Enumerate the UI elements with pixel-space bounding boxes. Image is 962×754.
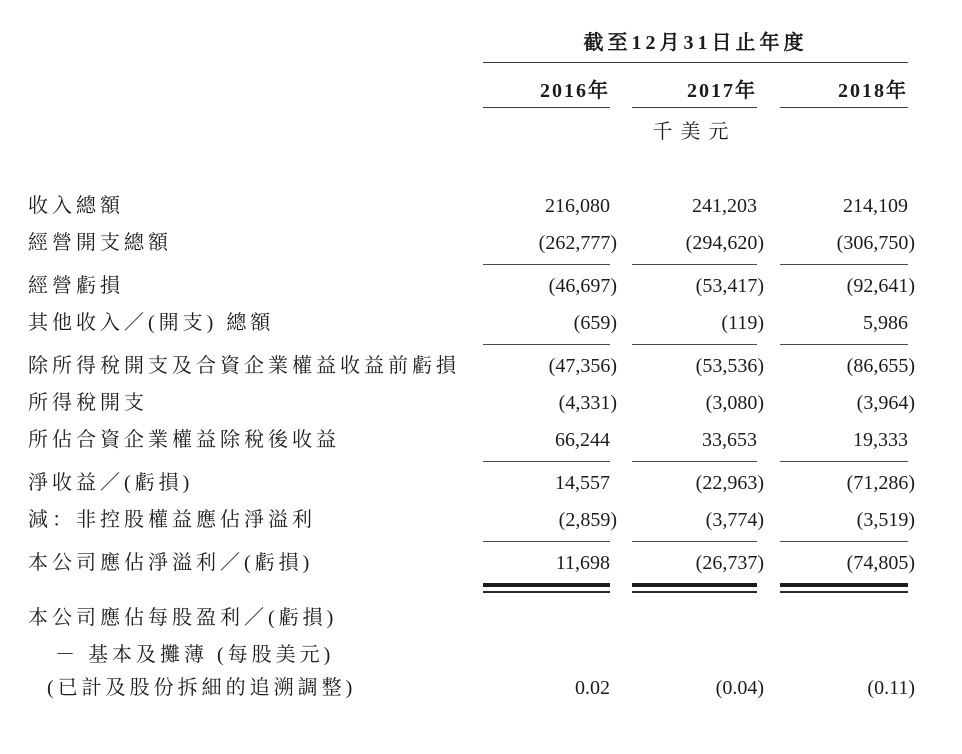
value-2018: (92,641) — [846, 275, 915, 297]
period-header: 截至12月31日止年度 — [483, 31, 908, 63]
value-2018: (0.11) — [867, 677, 915, 699]
table-row — [28, 428, 962, 462]
year-column-2017: 2017年 — [632, 79, 757, 108]
table-row — [28, 551, 962, 593]
value-2018: (306,750) — [780, 231, 908, 265]
value-2016: 216,080 — [545, 195, 610, 217]
value-2017: (294,620) — [632, 231, 757, 265]
value-2017: (3,774) — [632, 508, 757, 542]
value-2017: 241,203 — [692, 195, 757, 217]
double-rule — [780, 583, 908, 593]
row-label: 淨收益／(虧損) — [28, 472, 194, 494]
value-2016 — [483, 643, 610, 667]
row-label: 所佔合資企業權益除稅後收益 — [28, 429, 340, 451]
value-2018 — [780, 643, 908, 667]
value-2016: 0.02 — [575, 677, 610, 699]
table-row — [28, 391, 962, 415]
value-2017: (53,417) — [695, 275, 764, 297]
year-column-2018: 2018年 — [780, 79, 908, 108]
row-label: 本公司應佔每股盈利／(虧損) — [28, 607, 338, 629]
row-label: 其他收入／(開支) 總額 — [28, 312, 275, 334]
value-2016: 14,557 — [555, 472, 610, 494]
value-2018: 5,986 — [780, 311, 908, 345]
value-2017: (26,737) — [632, 551, 757, 593]
unit-row — [483, 120, 908, 144]
row-label: 除所得稅開支及合資企業權益收益前虧損 — [28, 355, 460, 377]
value-2016: 11,698 — [483, 551, 610, 593]
value-2017 — [632, 643, 757, 667]
value-2017 — [632, 606, 757, 630]
row-label: － 基本及攤薄 (每股美元) — [55, 644, 335, 666]
value-2018: (3,964) — [856, 392, 915, 414]
value-2018: (74,805) — [780, 551, 908, 593]
row-label: (已計及股份拆細的追溯調整) — [47, 677, 357, 699]
value-2018 — [780, 606, 908, 630]
value-2016 — [483, 606, 610, 630]
value-2017: (0.04) — [715, 677, 764, 699]
value-2016: (47,356) — [548, 355, 617, 377]
table-row — [28, 606, 962, 630]
value-2016: (262,777) — [483, 231, 610, 265]
value-2016: (659) — [483, 311, 610, 345]
table-row — [28, 274, 962, 298]
row-label: 所得稅開支 — [28, 392, 148, 414]
table-row — [28, 508, 962, 542]
table-header — [483, 31, 908, 144]
table-row — [28, 643, 962, 667]
value-2018: 19,333 — [780, 428, 908, 462]
row-label: 收入總額 — [28, 195, 124, 217]
value-2017: 33,653 — [632, 428, 757, 462]
value-2018: (3,519) — [780, 508, 908, 542]
year-column-2016: 2016年 — [483, 79, 610, 108]
value-2016: (2,859) — [483, 508, 610, 542]
value-2017: (22,963) — [695, 472, 764, 494]
row-label: 經營虧損 — [28, 275, 124, 297]
table-row — [28, 471, 962, 495]
value-2018: 214,109 — [843, 195, 908, 217]
unit-label: 千美元 — [652, 121, 737, 143]
value-2017: (119) — [632, 311, 757, 345]
table-row — [28, 231, 962, 265]
table-row — [28, 676, 962, 700]
value-2016: 66,244 — [483, 428, 610, 462]
value-2017: (3,080) — [705, 392, 764, 414]
value-2016: (46,697) — [548, 275, 617, 297]
row-label: 本公司應佔淨溢利／(虧損) — [28, 552, 314, 574]
year-columns — [483, 79, 908, 108]
value-2017: (53,536) — [695, 355, 764, 377]
value-2018: (71,286) — [846, 472, 915, 494]
double-rule — [632, 583, 757, 593]
table-row — [28, 194, 962, 218]
row-label: 減：非控股權益應佔淨溢利 — [28, 509, 316, 531]
value-2016: (4,331) — [558, 392, 617, 414]
table-row — [28, 354, 962, 378]
table-body — [0, 194, 962, 700]
double-rule — [483, 583, 610, 593]
row-label: 經營開支總額 — [28, 232, 172, 254]
value-2018: (86,655) — [846, 355, 915, 377]
table-row — [28, 311, 962, 345]
